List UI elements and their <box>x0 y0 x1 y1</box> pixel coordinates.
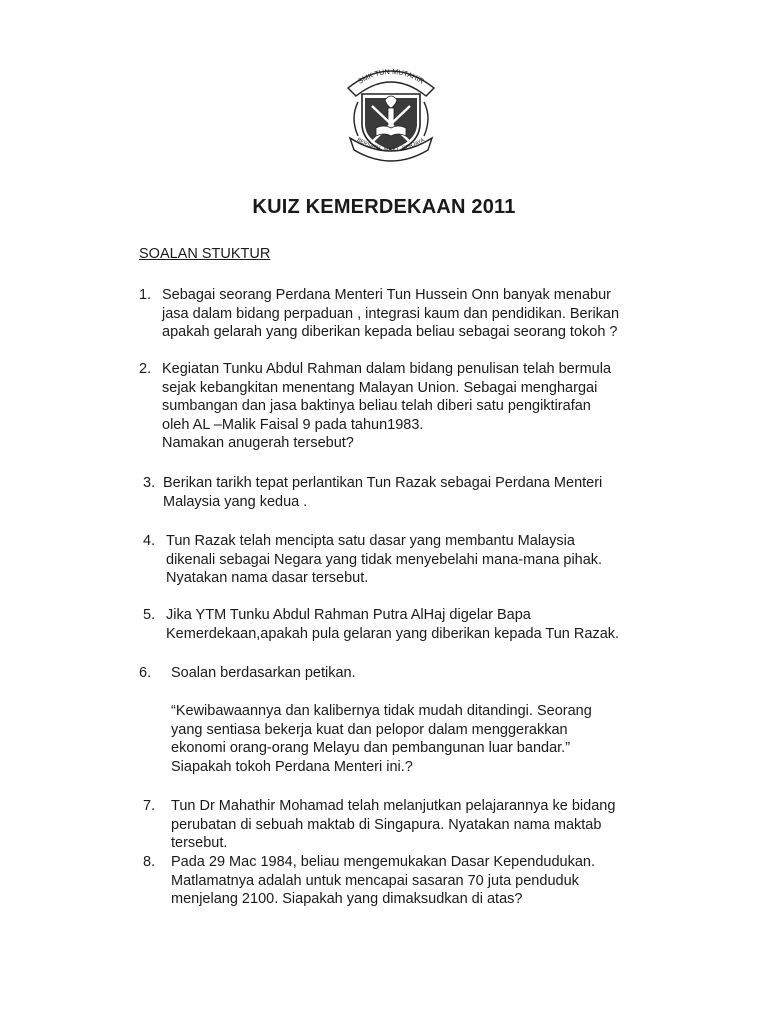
question-text: Soalan berdasarkan petikan. <box>171 665 356 681</box>
question-text: Sebagai seorang Perdana Menteri Tun Hussein Onn banyak menabur jasa dalam bidang perpaduan , integrasi kaum dan pendidikan. Berikan apakah gelarah yang diberikan kepada beliau sebagai seorang tokoh ? <box>162 287 620 340</box>
crest-bottom-text: BERSATU <box>355 137 381 152</box>
question-text: Tun Razak telah mencipta satu dasar yang membantu Malaysia dikenali sebagai Negara yang tidak menyebelahi mana-mana pihak. Nyatakan nama dasar tersebut. <box>166 533 603 586</box>
svg-text:BERJAYA: BERJAYA <box>401 137 426 152</box>
question-text: Berikan tarikh tepat perlantikan Tun Razak sebagai Perdana Menteri Malaysia yang kedua . <box>163 475 603 510</box>
question-number: 3. <box>143 475 156 491</box>
question-number: 8. <box>143 854 156 870</box>
section-heading: SOALAN STUKTUR <box>139 246 271 262</box>
crest-top-text: SMK TUN MUTAHIR <box>356 66 426 86</box>
question-text: Tun Dr Mahathir Mohamad telah melanjutkan pelajarannya ke bidang perubatan di sebuah maktab di Singapura. Nyatakan nama maktab tersebut. <box>171 798 616 851</box>
question-text: Kegiatan Tunku Abdul Rahman dalam bidang penulisan telah bermula sejak kebangkitan menentang Malayan Union. Sebagai menghargai sumbangan dan jasa baktinya beliau telah diberi satu pengiktirafan oleh AL –Malik Faisal 9 pada tahun1983. Namakan anugerah tersebut? <box>162 361 612 451</box>
question-number: 6. <box>139 665 152 681</box>
svg-text:MAJU: MAJU <box>383 146 399 154</box>
question-number: 7. <box>143 798 156 814</box>
page-title: KUIZ KEMERDEKAAN 2011 <box>252 196 516 218</box>
question-text: Jika YTM Tunku Abdul Rahman Putra AlHaj digelar Bapa Kemerdekaan,apakah pula gelaran yang diberikan kepada Tun Razak. <box>166 607 620 642</box>
question-number: 1. <box>139 287 152 303</box>
document-page: SMK TUN MUTAHIR BERSATU MAJU BERJAYA KUIZ KEMERDEKAAN 2011 SOALAN STUKTUR 1. Sebagai seorang Perdana Menteri Tun Hussein Onn banyak menabur jasa dalam bidang perpaduan , integrasi kaum dan pendidikan. Berikan apakah gelarah yang diberikan kepada beliau sebagai seorang tokoh ? 2. Kegiatan Tunku Abdul Rahman dalam bidang penulisan telah bermula sejak kebangkitan menentang Malayan Union. Sebagai menghargai sumbangan dan jasa baktinya beliau telah diberi satu pengiktirafan oleh AL –Malik Faisal 9 pada tahun1983. Namakan anugerah tersebut? 3. Berikan tarikh tepat perlantikan Tun Razak sebagai Perdana Menteri Malaysia yang kedua . 4. Tun Razak telah mencipta satu dasar yang membantu Malaysia dikenali sebagai Negara yang tidak menyebelahi mana-mana pihak. Nyatakan nama dasar tersebut. 5. Jika YTM Tunku Abdul Rahman Putra AlHaj digelar Bapa Kemerdekaan,apakah pula gelaran yang diberikan kepada Tun Razak. 6. Soalan berdasarkan petikan. “Kewibawaannya dan kalibernya tidak mudah ditandingi. Seorang yang sentiasa bekerja kuat dan pelopor dalam menggerakkan ekonomi orang-orang Melayu dan pembangunan luar bandar.” Siapakah tokoh Perdana Menteri ini.? 7. Tun Dr Mahathir Mohamad telah melanjutkan pelajarannya ke bidang perubatan di sebuah maktab di Singapura. Nyatakan nama maktab tersebut. 8. Pada 29 Mac 1984, beliau mengemukakan Dasar Kependudukan. Matlamatnya adalah untuk mencapai sasaran 70 juta penduduk menjelang 2100. Siapakah yang dimaksudkan di atas? <box>0 0 768 1024</box>
question-number: 4. <box>143 533 156 549</box>
question-text: Pada 29 Mac 1984, beliau mengemukakan Dasar Kependudukan. Matlamatnya adalah untuk mencapai sasaran 70 juta penduduk menjelang 2100. Siapakah yang dimaksudkan di atas? <box>171 854 596 907</box>
question-number: 2. <box>139 361 152 377</box>
question-number: 5. <box>143 607 156 623</box>
school-crest-logo <box>340 58 442 164</box>
